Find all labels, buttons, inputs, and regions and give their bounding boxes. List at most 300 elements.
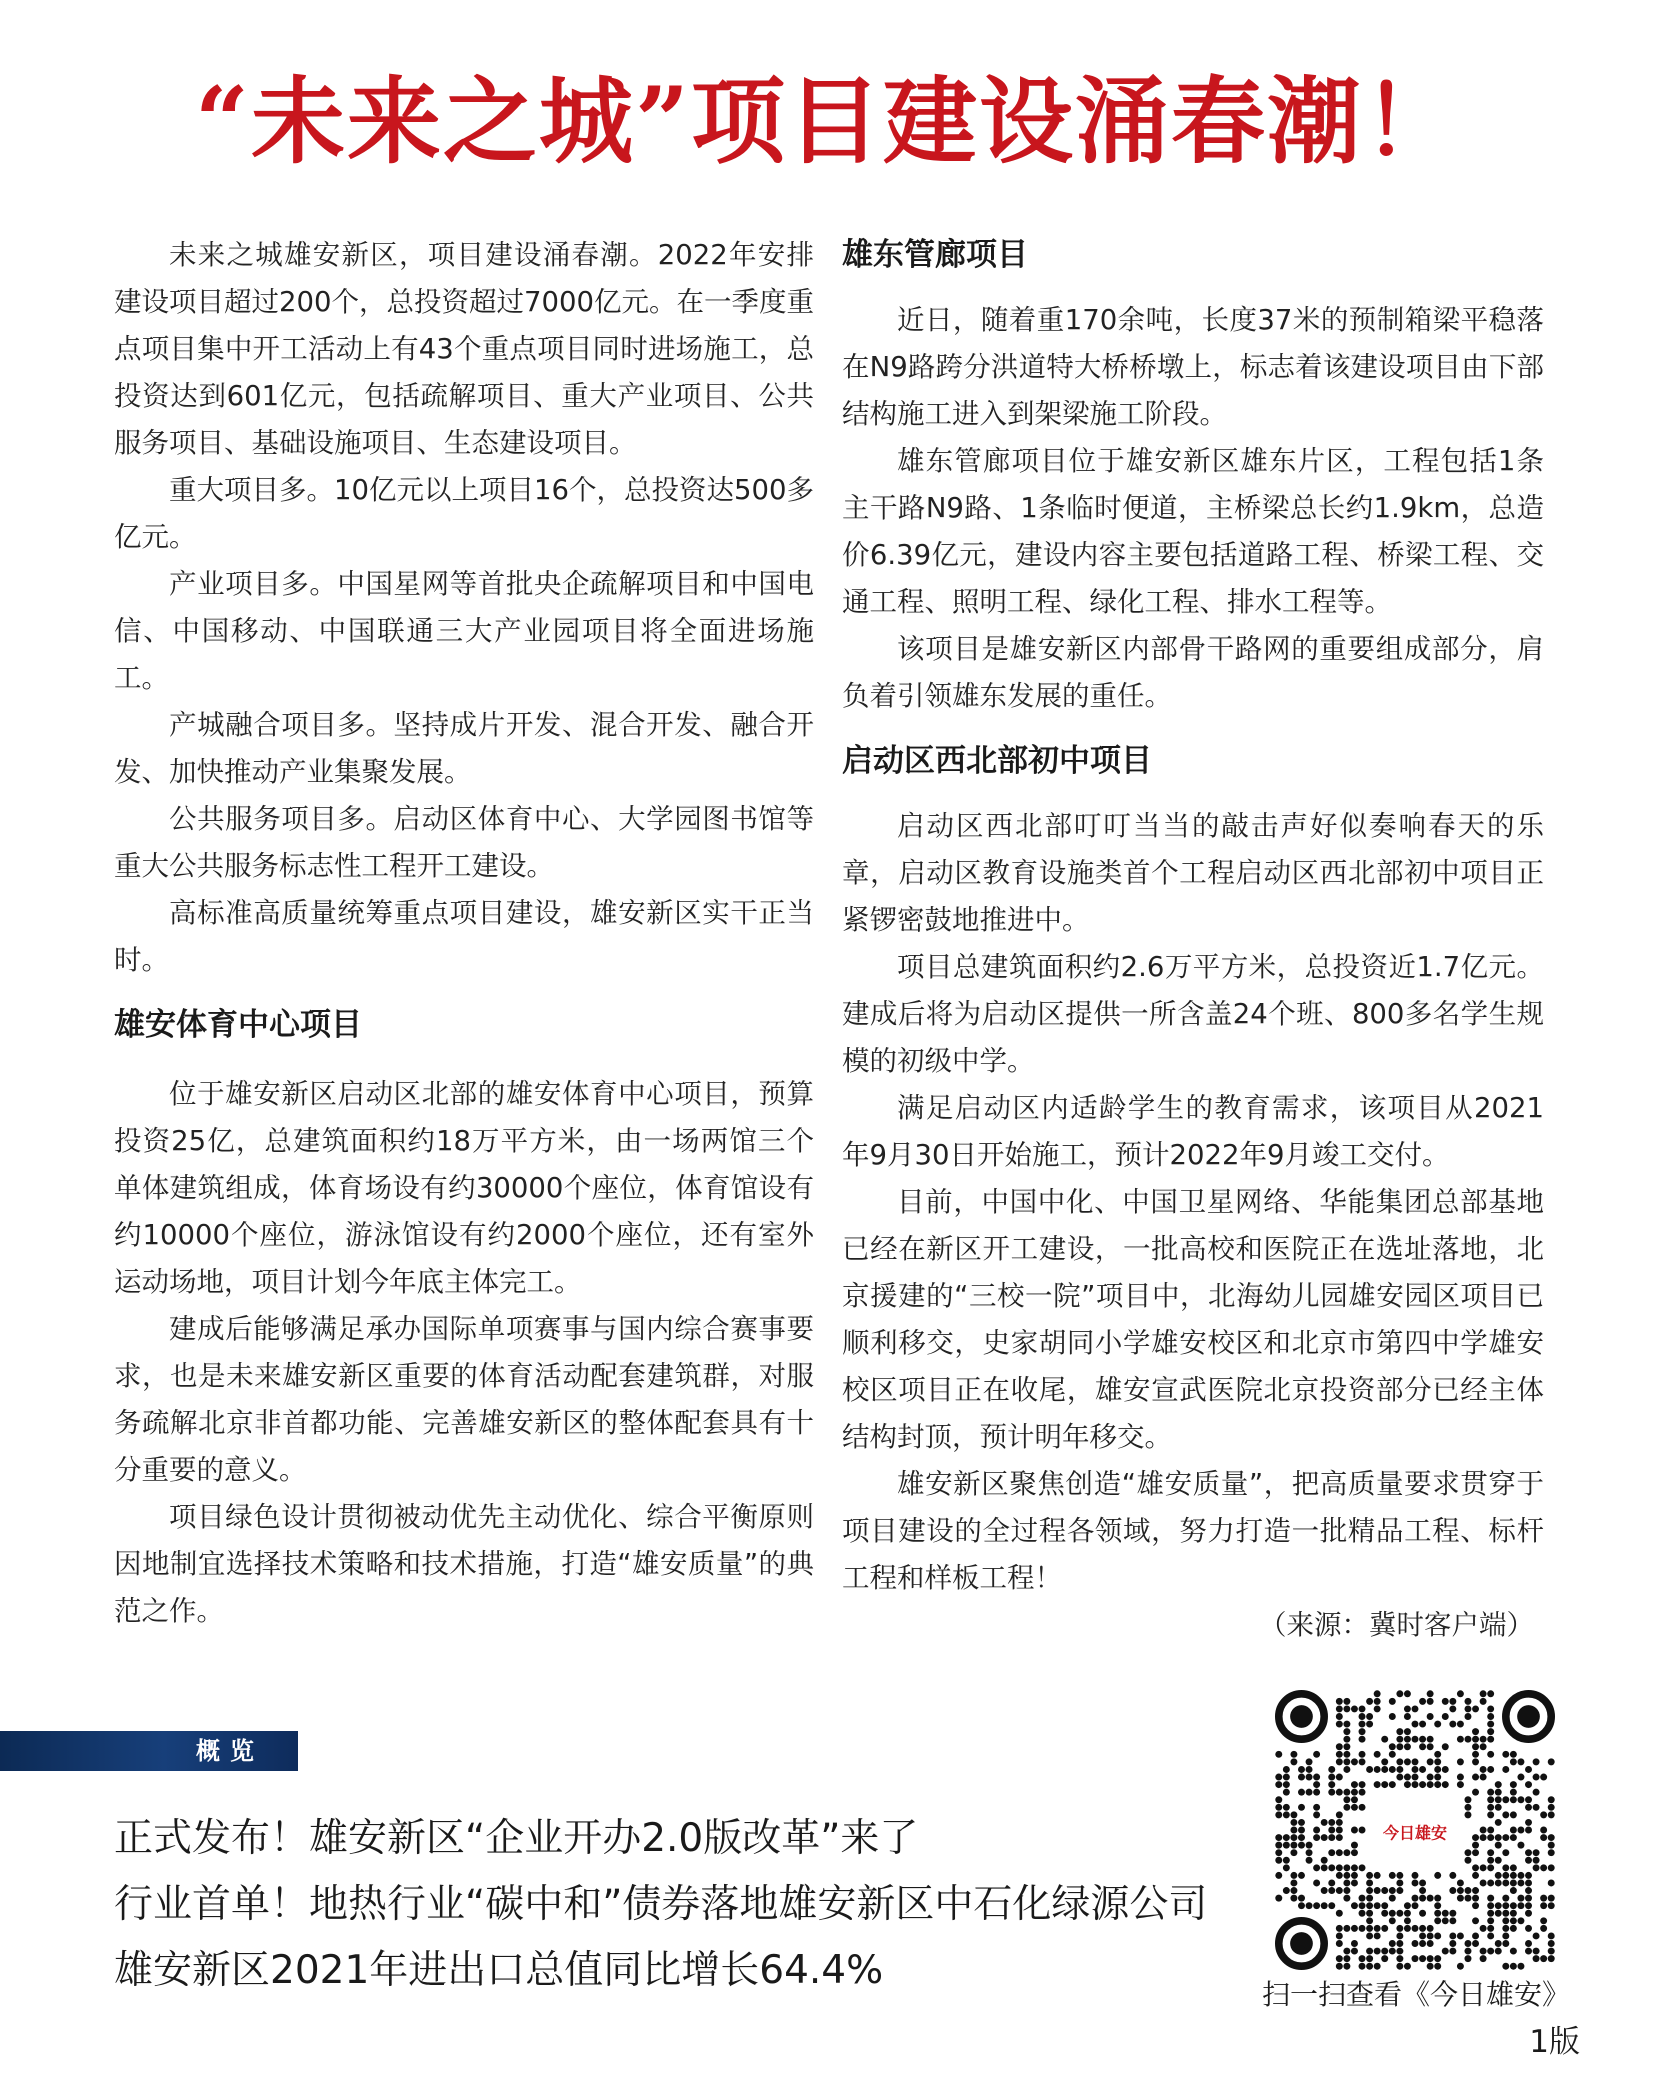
qr-module — [1412, 1955, 1419, 1962]
qr-module — [1359, 1804, 1366, 1811]
qr-module — [1487, 1811, 1494, 1818]
qr-module — [1298, 1789, 1305, 1796]
qr-module — [1540, 1811, 1547, 1818]
qr-module — [1366, 1721, 1373, 1728]
qr-module — [1275, 1751, 1282, 1758]
qr-module — [1495, 1948, 1502, 1955]
qr-module — [1313, 1804, 1320, 1811]
qr-module — [1313, 1751, 1320, 1758]
qr-module — [1343, 1796, 1350, 1803]
qr-module — [1381, 1766, 1388, 1773]
qr-module — [1427, 1781, 1434, 1788]
headline-link[interactable]: 雄安新区2021年进出口总值同比增长64.4% — [114, 1948, 884, 1993]
qr-module — [1464, 1887, 1471, 1894]
qr-module — [1419, 1887, 1426, 1894]
qr-module — [1283, 1834, 1290, 1841]
qr-module — [1336, 1864, 1343, 1871]
qr-module — [1464, 1804, 1471, 1811]
qr-module — [1487, 1864, 1494, 1871]
qr-module — [1374, 1948, 1381, 1955]
qr-module — [1533, 1864, 1540, 1871]
qr-module — [1502, 1932, 1509, 1939]
section-paragraph: 满足启动区内适龄学生的教育需求，该项目从2021年9月30日开始施工，预计2022年9月竣工交付。 — [842, 1092, 1544, 1171]
qr-module — [1343, 1766, 1350, 1773]
qr-module — [1457, 1690, 1464, 1697]
qr-module — [1434, 1721, 1441, 1728]
qr-module — [1419, 1736, 1426, 1743]
qr-module — [1502, 1940, 1509, 1947]
qr-module — [1283, 1811, 1290, 1818]
qr-module — [1472, 1864, 1479, 1871]
qr-module — [1449, 1698, 1456, 1705]
qr-module — [1442, 1698, 1449, 1705]
section-paragraph: 雄安新区聚焦创造“雄安质量”，把高质量要求贯穿于项目建设的全过程各领域，努力打造一批精品工程、标杆工程和样板工程！ — [842, 1468, 1544, 1594]
section-title-sports-center: 雄安体育中心项目 — [114, 1007, 362, 1043]
qr-module — [1412, 1766, 1419, 1773]
qr-module — [1290, 1834, 1297, 1841]
qr-module — [1328, 1902, 1335, 1909]
qr-module — [1540, 1895, 1547, 1902]
qr-module — [1540, 1902, 1547, 1909]
qr-module — [1328, 1887, 1335, 1894]
qr-module — [1510, 1872, 1517, 1879]
qr-module — [1328, 1864, 1335, 1871]
qr-module — [1404, 1910, 1411, 1917]
section-paragraph: 项目总建筑面积约2.6万平方米，总投资近1.7亿元。建成后将为启动区提供一所含盖24个班、800多名学生规模的初级中学。 — [842, 951, 1544, 1077]
qr-module — [1381, 1736, 1388, 1743]
qr-module — [1495, 1804, 1502, 1811]
qr-module — [1336, 1940, 1343, 1947]
qr-module — [1343, 1879, 1350, 1886]
qr-module — [1472, 1774, 1479, 1781]
qr-module — [1487, 1705, 1494, 1712]
qr-module — [1404, 1774, 1411, 1781]
qr-module — [1480, 1827, 1487, 1834]
qr-module — [1336, 1955, 1343, 1962]
qr-module — [1306, 1842, 1313, 1849]
qr-module — [1472, 1902, 1479, 1909]
qr-module — [1351, 1864, 1358, 1871]
qr-module — [1434, 1766, 1441, 1773]
qr-module — [1313, 1789, 1320, 1796]
qr-module — [1359, 1827, 1366, 1834]
qr-module — [1328, 1849, 1335, 1856]
qr-module — [1389, 1887, 1396, 1894]
qr-module — [1343, 1895, 1350, 1902]
qr-module — [1396, 1690, 1403, 1697]
qr-module — [1427, 1940, 1434, 1947]
qr-module — [1351, 1849, 1358, 1856]
qr-module — [1396, 1940, 1403, 1947]
qr-module — [1472, 1917, 1479, 1924]
qr-module — [1290, 1811, 1297, 1818]
qr-module — [1283, 1766, 1290, 1773]
qr-module — [1313, 1879, 1320, 1886]
qr-module — [1487, 1827, 1494, 1834]
headline-link[interactable]: 正式发布！雄安新区“企业开办2.0版改革”来了 — [114, 1816, 919, 1861]
qr-module — [1548, 1804, 1555, 1811]
intro-paragraph: 产城融合项目多。坚持成片开发、混合开发、融合开发、加快推动产业集聚发展。 — [114, 709, 814, 788]
qr-module — [1487, 1766, 1494, 1773]
intro-paragraph: 产业项目多。中国星网等首批央企疏解项目和中国电信、中国移动、中国联通三大产业园项目将全面进场施工。 — [114, 568, 814, 694]
qr-module — [1464, 1736, 1471, 1743]
section-paragraph: 建成后能够满足承办国际单项赛事与国内综合赛事要求，也是未来雄安新区重要的体育活动配套建筑群，对服务疏解北京非首都功能、完善雄安新区的整体配套具有十分重要的意义。 — [114, 1313, 814, 1486]
qr-module — [1480, 1879, 1487, 1886]
qr-module — [1366, 1917, 1373, 1924]
qr-module — [1412, 1781, 1419, 1788]
qr-module — [1404, 1743, 1411, 1750]
page-title: “未来之城”项目建设涌春潮！ — [194, 67, 1460, 177]
page-number: 1版 — [1529, 2024, 1580, 2060]
qr-module — [1366, 1948, 1373, 1955]
qr-module — [1336, 1811, 1343, 1818]
qr-module — [1412, 1925, 1419, 1932]
qr-module — [1502, 1796, 1509, 1803]
qr-module — [1343, 1955, 1350, 1962]
qr-module — [1434, 1872, 1441, 1879]
qr-module — [1495, 1872, 1502, 1879]
qr-module — [1396, 1766, 1403, 1773]
qr-module — [1434, 1895, 1441, 1902]
qr-module — [1480, 1955, 1487, 1962]
qr-module — [1283, 1781, 1290, 1788]
qr-module — [1396, 1872, 1403, 1879]
qr-module — [1502, 1879, 1509, 1886]
qr-module — [1412, 1705, 1419, 1712]
qr-module — [1502, 1849, 1509, 1856]
qr-module — [1548, 1849, 1555, 1856]
qr-module — [1343, 1743, 1350, 1750]
qr-module — [1359, 1955, 1366, 1962]
qr-module — [1336, 1774, 1343, 1781]
qr-module — [1517, 1774, 1524, 1781]
qr-module — [1389, 1781, 1396, 1788]
qr-module — [1396, 1887, 1403, 1894]
qr-module — [1374, 1698, 1381, 1705]
qr-module — [1306, 1902, 1313, 1909]
qr-module — [1442, 1917, 1449, 1924]
qr-module — [1412, 1872, 1419, 1879]
qr-module — [1343, 1721, 1350, 1728]
qr-module — [1359, 1910, 1366, 1917]
qr-module — [1404, 1902, 1411, 1909]
qr-module — [1449, 1932, 1456, 1939]
qr-module — [1328, 1827, 1335, 1834]
qr-module — [1336, 1721, 1343, 1728]
qr-module — [1336, 1925, 1343, 1932]
qr-module — [1434, 1781, 1441, 1788]
qr-module — [1396, 1728, 1403, 1735]
qr-module — [1472, 1736, 1479, 1743]
qr-module — [1351, 1940, 1358, 1947]
headline-link[interactable]: 行业首单！地热行业“碳中和”债券落地雄安新区中石化绿源公司 — [114, 1882, 1208, 1927]
qr-module — [1502, 1895, 1509, 1902]
qr-module — [1412, 1736, 1419, 1743]
qr-module — [1540, 1917, 1547, 1924]
qr-module — [1351, 1804, 1358, 1811]
qr-module — [1290, 1879, 1297, 1886]
qr-module — [1525, 1796, 1532, 1803]
qr-module — [1336, 1751, 1343, 1758]
qr-module — [1389, 1895, 1396, 1902]
qr-module — [1464, 1895, 1471, 1902]
qr-module — [1275, 1872, 1282, 1879]
qr-module — [1434, 1955, 1441, 1962]
qr-module — [1457, 1781, 1464, 1788]
qr-module — [1449, 1948, 1456, 1955]
qr-module — [1374, 1887, 1381, 1894]
qr-module — [1525, 1948, 1532, 1955]
qr-module — [1366, 1925, 1373, 1932]
qr-module — [1343, 1864, 1350, 1871]
qr-module — [1457, 1887, 1464, 1894]
qr-module — [1343, 1698, 1350, 1705]
qr-module — [1419, 1940, 1426, 1947]
qr-module — [1472, 1940, 1479, 1947]
qr-module — [1366, 1766, 1373, 1773]
qr-module — [1374, 1705, 1381, 1712]
qr-module — [1495, 1857, 1502, 1864]
qr-module — [1321, 1864, 1328, 1871]
intro-paragraph: 高标准高质量统筹重点项目建设，雄安新区实干正当时。 — [114, 897, 814, 976]
qr-module — [1472, 1751, 1479, 1758]
qr-module — [1434, 1963, 1441, 1970]
qr-module — [1525, 1925, 1532, 1932]
qr-module — [1548, 1796, 1555, 1803]
qr-module — [1275, 1895, 1282, 1902]
qr-module — [1449, 1910, 1456, 1917]
qr-module — [1487, 1895, 1494, 1902]
qr-module — [1510, 1796, 1517, 1803]
qr-module — [1343, 1849, 1350, 1856]
qr-module — [1396, 1774, 1403, 1781]
qr-module — [1525, 1819, 1532, 1826]
qr-module — [1313, 1774, 1320, 1781]
qr-module — [1412, 1879, 1419, 1886]
qr-module — [1510, 1887, 1517, 1894]
qr-module — [1419, 1766, 1426, 1773]
qr-module — [1306, 1766, 1313, 1773]
qr-module — [1525, 1857, 1532, 1864]
qr-module — [1366, 1713, 1373, 1720]
qr-module — [1328, 1789, 1335, 1796]
qr-module — [1412, 1940, 1419, 1947]
qr-module — [1374, 1690, 1381, 1697]
qr-module — [1328, 1834, 1335, 1841]
qr-module — [1502, 1872, 1509, 1879]
qr-module — [1472, 1895, 1479, 1902]
qr-module — [1419, 1743, 1426, 1750]
qr-module — [1419, 1932, 1426, 1939]
qr-module — [1419, 1955, 1426, 1962]
qr-module — [1290, 1758, 1297, 1765]
qr-module — [1313, 1834, 1320, 1841]
qr-module — [1548, 1834, 1555, 1841]
qr-module — [1283, 1774, 1290, 1781]
qr-module — [1298, 1804, 1305, 1811]
qr-module — [1525, 1902, 1532, 1909]
qr-module — [1283, 1789, 1290, 1796]
qr-module — [1336, 1963, 1343, 1970]
qr-module — [1548, 1902, 1555, 1909]
qr-module — [1540, 1827, 1547, 1834]
qr-module — [1366, 1872, 1373, 1879]
qr-module — [1336, 1713, 1343, 1720]
section-paragraph: 启动区西北部叮叮当当的敲击声好似奏响春天的乐章，启动区教育设施类首个工程启动区西北部初中项目正紧锣密鼓地推进中。 — [842, 810, 1544, 936]
qr-module — [1442, 1948, 1449, 1955]
qr-module — [1396, 1925, 1403, 1932]
qr-module — [1464, 1796, 1471, 1803]
qr-module — [1328, 1774, 1335, 1781]
qr-module — [1419, 1910, 1426, 1917]
qr-module — [1510, 1864, 1517, 1871]
qr-module — [1366, 1887, 1373, 1894]
qr-module — [1464, 1811, 1471, 1818]
qr-module — [1472, 1842, 1479, 1849]
qr-module — [1366, 1698, 1373, 1705]
qr-module — [1472, 1728, 1479, 1735]
qr-module — [1381, 1887, 1388, 1894]
qr-module — [1464, 1857, 1471, 1864]
qr-module — [1487, 1910, 1494, 1917]
qr-module — [1343, 1925, 1350, 1932]
qr-module — [1290, 1895, 1297, 1902]
qr-module — [1283, 1887, 1290, 1894]
qr-module — [1366, 1963, 1373, 1970]
qr-module — [1457, 1879, 1464, 1886]
qr-module — [1396, 1879, 1403, 1886]
qr-module — [1517, 1963, 1524, 1970]
qr-module — [1336, 1789, 1343, 1796]
qr-finder-center — [1290, 1932, 1313, 1955]
qr-module — [1525, 1804, 1532, 1811]
qr-module — [1328, 1819, 1335, 1826]
qr-module — [1321, 1834, 1328, 1841]
qr-module — [1351, 1789, 1358, 1796]
qr-module — [1419, 1721, 1426, 1728]
qr-module — [1343, 1872, 1350, 1879]
qr-module — [1298, 1842, 1305, 1849]
qr-module — [1359, 1758, 1366, 1765]
qr-module — [1351, 1842, 1358, 1849]
qr-module — [1533, 1932, 1540, 1939]
qr-module — [1328, 1781, 1335, 1788]
qr-module — [1548, 1895, 1555, 1902]
qr-module — [1404, 1736, 1411, 1743]
qr-module — [1283, 1804, 1290, 1811]
qr-module — [1351, 1879, 1358, 1886]
qr-code-icon[interactable] — [1275, 1690, 1555, 1970]
qr-module — [1495, 1879, 1502, 1886]
qr-module — [1336, 1758, 1343, 1765]
qr-module — [1540, 1955, 1547, 1962]
qr-module — [1351, 1902, 1358, 1909]
qr-module — [1457, 1932, 1464, 1939]
qr-module — [1472, 1887, 1479, 1894]
qr-module — [1525, 1781, 1532, 1788]
qr-module — [1548, 1842, 1555, 1849]
qr-module — [1510, 1902, 1517, 1909]
qr-module — [1321, 1887, 1328, 1894]
overview-label: 概览 — [196, 1737, 264, 1765]
qr-module — [1533, 1948, 1540, 1955]
qr-module — [1275, 1796, 1282, 1803]
qr-module — [1533, 1758, 1540, 1765]
qr-module — [1290, 1887, 1297, 1894]
qr-module — [1313, 1902, 1320, 1909]
qr-module — [1495, 1842, 1502, 1849]
qr-module — [1457, 1895, 1464, 1902]
qr-module — [1502, 1766, 1509, 1773]
qr-module — [1374, 1781, 1381, 1788]
qr-module — [1510, 1827, 1517, 1834]
qr-module — [1487, 1736, 1494, 1743]
qr-module — [1464, 1849, 1471, 1856]
qr-module — [1449, 1872, 1456, 1879]
qr-module — [1487, 1728, 1494, 1735]
qr-module — [1502, 1902, 1509, 1909]
qr-module — [1487, 1917, 1494, 1924]
qr-module — [1359, 1736, 1366, 1743]
qr-module — [1480, 1948, 1487, 1955]
qr-module — [1525, 1872, 1532, 1879]
qr-module — [1442, 1743, 1449, 1750]
qr-module — [1449, 1705, 1456, 1712]
qr-module — [1502, 1834, 1509, 1841]
qr-module — [1449, 1917, 1456, 1924]
qr-module — [1389, 1698, 1396, 1705]
qr-module — [1396, 1736, 1403, 1743]
overview-headlines — [114, 1806, 1234, 2004]
qr-module — [1434, 1774, 1441, 1781]
section-paragraph: 目前，中国中化、中国卫星网络、华能集团总部基地已经在新区开工建设，一批高校和医院正在选址落地，北京援建的“三校一院”项目中，北海幼儿园雄安园区项目已顺利移交，史家胡同小学雄安校区和北京市第四中学雄安校区项目正在收尾，雄安宣武医院北京投资部分已经主体结构封顶，预计明年移交。 — [842, 1186, 1544, 1453]
qr-module — [1548, 1879, 1555, 1886]
qr-module — [1517, 1796, 1524, 1803]
qr-module — [1412, 1902, 1419, 1909]
qr-module — [1396, 1743, 1403, 1750]
qr-module — [1374, 1766, 1381, 1773]
qr-module — [1517, 1842, 1524, 1849]
qr-module — [1525, 1910, 1532, 1917]
qr-module — [1298, 1819, 1305, 1826]
qr-module — [1275, 1811, 1282, 1818]
qr-module — [1343, 1887, 1350, 1894]
qr-module — [1487, 1902, 1494, 1909]
qr-finder-center — [1290, 1705, 1313, 1728]
qr-module — [1275, 1849, 1282, 1856]
qr-module — [1419, 1698, 1426, 1705]
qr-module — [1502, 1864, 1509, 1871]
qr-module — [1533, 1857, 1540, 1864]
qr-module — [1283, 1864, 1290, 1871]
qr-module — [1389, 1910, 1396, 1917]
qr-module — [1502, 1925, 1509, 1932]
qr-module — [1517, 1872, 1524, 1879]
qr-module — [1487, 1804, 1494, 1811]
qr-module — [1283, 1857, 1290, 1864]
qr-module — [1525, 1766, 1532, 1773]
qr-module — [1298, 1895, 1305, 1902]
qr-module — [1351, 1758, 1358, 1765]
qr-module — [1298, 1827, 1305, 1834]
qr-module — [1427, 1698, 1434, 1705]
qr-module — [1359, 1963, 1366, 1970]
qr-module — [1502, 1811, 1509, 1818]
qr-module — [1374, 1872, 1381, 1879]
qr-module — [1359, 1864, 1366, 1871]
qr-module — [1480, 1925, 1487, 1932]
qr-module — [1517, 1917, 1524, 1924]
